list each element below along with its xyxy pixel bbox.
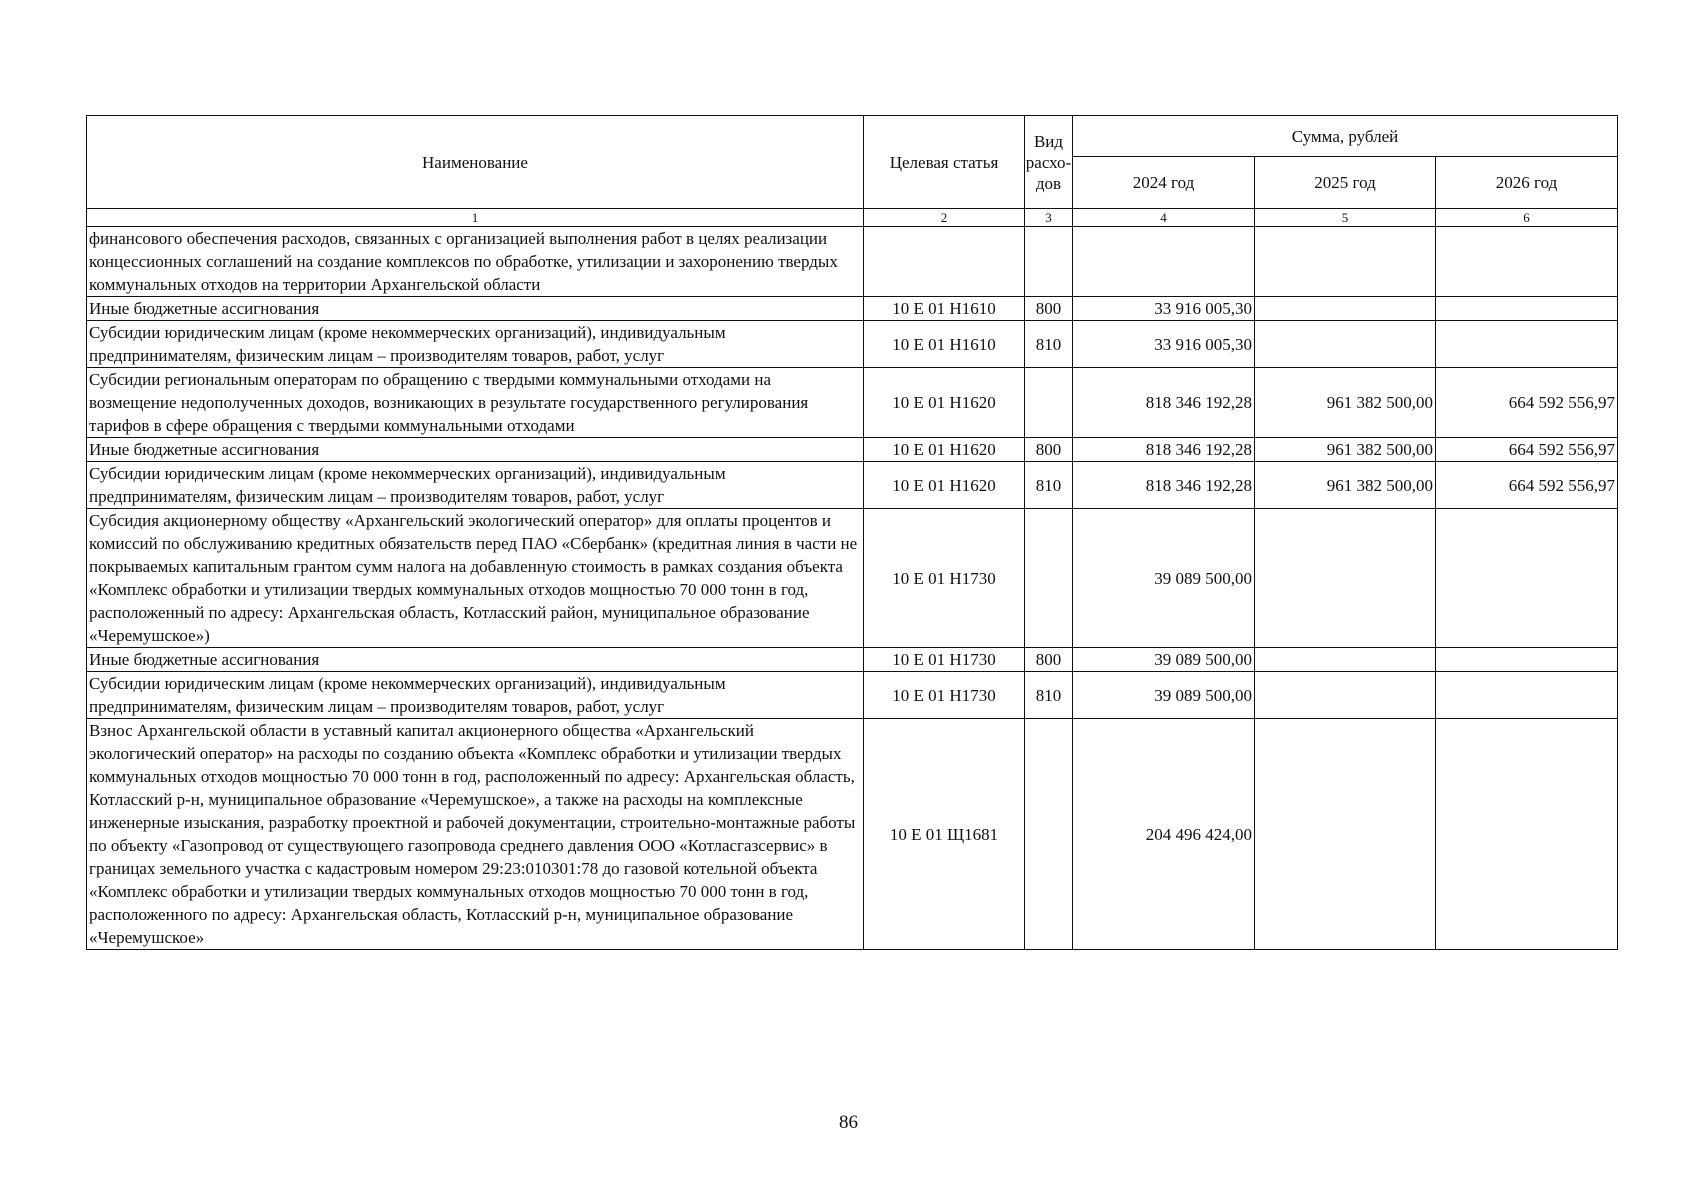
- row-amount-2026: 664 592 556,97: [1436, 438, 1618, 462]
- table-row: [87, 462, 1618, 509]
- table-row: [87, 509, 1618, 648]
- row-name: Субсидия акционерному обществу «Архангельский экологический оператор» для оплаты процентов и комиссий по обслуживанию кредитных обязательств перед ПАО «Сбербанк» (кредитная линия в части не покрываемых капитальным грантом сумм налога на добавленную стоимость в рамках создания объекта «Комплекс обработки и утилизации твердых коммунальных отходов мощностью 70 000 тонн в год, расположенный по адресу: Архангельская область, Котласский район, муниципальное образование «Черемушское»): [87, 509, 864, 648]
- column-index-row: [87, 209, 1618, 227]
- row-amount-2024: [1073, 227, 1255, 297]
- row-amount-2025: [1255, 297, 1436, 321]
- row-amount-2024: 818 346 192,28: [1073, 438, 1255, 462]
- header-sum: Сумма, рублей: [1073, 116, 1618, 157]
- row-expense-type: 810: [1025, 672, 1073, 719]
- row-name: Иные бюджетные ассигнования: [87, 438, 864, 462]
- table-row: [87, 438, 1618, 462]
- row-amount-2026: [1436, 297, 1618, 321]
- row-name: Взнос Архангельской области в уставный капитал акционерного общества «Архангельский экологический оператор» на расходы по созданию объекта «Комплекс обработки и утилизации твердых коммунальных отходов мощностью 70 000 тонн в год, расположенный по адресу: Архангельская область, Котласский р-н, муниципальное образование «Черемушское», а также на расходы на комплексные инженерные изыскания, разработку проектной и рабочей документации, строительно-монтажные работы по объекту «Газопровод от существующего газопровода среднего давления ООО «Котласгазсервис» в границах земельного участка с кадастровым номером 29:23:010301:78 до газовой котельной объекта «Комплекс обработки и утилизации твердых коммунальных отходов мощностью 70 000 тонн в год, расположенного по адресу: Архангельская область, Котласский р-н, муниципальное образование «Черемушское»: [87, 719, 864, 950]
- row-name: финансового обеспечения расходов, связанных с организацией выполнения работ в целях реализации концессионных соглашений на создание комплексов по обработке, утилизации и захоронению твердых коммунальных отходов на территории Архангельской области: [87, 227, 864, 297]
- row-expense-type: 800: [1025, 648, 1073, 672]
- row-amount-2025: [1255, 648, 1436, 672]
- column-index: 1: [87, 209, 864, 227]
- row-amount-2024: 39 089 500,00: [1073, 672, 1255, 719]
- header-year-2025: 2025 год: [1255, 157, 1436, 209]
- row-target-article: 10 Е 01 Н1730: [864, 672, 1025, 719]
- header-year-2024: 2024 год: [1073, 157, 1255, 209]
- header-row-1: [87, 116, 1618, 157]
- row-expense-type: [1025, 509, 1073, 648]
- table-row: [87, 297, 1618, 321]
- row-expense-type: 800: [1025, 297, 1073, 321]
- row-target-article: 10 Е 01 Н1610: [864, 321, 1025, 368]
- row-amount-2024: 204 496 424,00: [1073, 719, 1255, 950]
- row-amount-2025: [1255, 672, 1436, 719]
- row-name: Субсидии юридическим лицам (кроме некоммерческих организаций), индивидуальным предпринимателям, физическим лицам – производителям товаров, работ, услуг: [87, 321, 864, 368]
- row-target-article: 10 Е 01 Щ1681: [864, 719, 1025, 950]
- page-number: 86: [839, 1112, 858, 1133]
- column-index: 4: [1073, 209, 1255, 227]
- header-year-2026: 2026 год: [1436, 157, 1618, 209]
- header-expense-type: Вид расхо-дов: [1025, 116, 1073, 209]
- header-target-article: Целевая статья: [864, 116, 1025, 209]
- row-amount-2024: 818 346 192,28: [1073, 462, 1255, 509]
- column-index: 5: [1255, 209, 1436, 227]
- table-row: [87, 672, 1618, 719]
- row-expense-type: 810: [1025, 462, 1073, 509]
- column-index: 2: [864, 209, 1025, 227]
- row-amount-2024: 39 089 500,00: [1073, 648, 1255, 672]
- table-body: [87, 116, 1618, 950]
- row-name: Иные бюджетные ассигнования: [87, 648, 864, 672]
- row-amount-2025: 961 382 500,00: [1255, 438, 1436, 462]
- row-amount-2024: 818 346 192,28: [1073, 368, 1255, 438]
- row-expense-type: [1025, 719, 1073, 950]
- row-amount-2024: 33 916 005,30: [1073, 297, 1255, 321]
- row-name: Субсидии юридическим лицам (кроме некоммерческих организаций), индивидуальным предпринимателям, физическим лицам – производителям товаров, работ, услуг: [87, 462, 864, 509]
- table-row: [87, 321, 1618, 368]
- budget-table: [86, 115, 1618, 950]
- row-expense-type: 810: [1025, 321, 1073, 368]
- header-name: Наименование: [87, 116, 864, 209]
- row-amount-2026: [1436, 648, 1618, 672]
- table-row: [87, 648, 1618, 672]
- row-amount-2026: [1436, 509, 1618, 648]
- row-target-article: 10 Е 01 Н1610: [864, 297, 1025, 321]
- row-amount-2025: [1255, 227, 1436, 297]
- row-amount-2026: [1436, 321, 1618, 368]
- table-row: [87, 368, 1618, 438]
- row-amount-2025: 961 382 500,00: [1255, 462, 1436, 509]
- column-index: 6: [1436, 209, 1618, 227]
- row-target-article: 10 Е 01 Н1730: [864, 648, 1025, 672]
- column-index: 3: [1025, 209, 1073, 227]
- row-amount-2025: [1255, 719, 1436, 950]
- row-name: Субсидии региональным операторам по обращению с твердыми коммунальными отходами на возмещение недополученных доходов, возникающих в результате государственного регулирования тарифов в сфере обращения с твердыми коммунальными отходами: [87, 368, 864, 438]
- row-amount-2026: [1436, 719, 1618, 950]
- row-expense-type: [1025, 368, 1073, 438]
- row-target-article: 10 Е 01 Н1620: [864, 368, 1025, 438]
- row-target-article: 10 Е 01 Н1620: [864, 462, 1025, 509]
- row-amount-2026: 664 592 556,97: [1436, 462, 1618, 509]
- table-row: [87, 227, 1618, 297]
- row-target-article: 10 Е 01 Н1620: [864, 438, 1025, 462]
- table-row: [87, 719, 1618, 950]
- row-expense-type: 800: [1025, 438, 1073, 462]
- row-target-article: [864, 227, 1025, 297]
- row-expense-type: [1025, 227, 1073, 297]
- row-amount-2026: [1436, 672, 1618, 719]
- row-amount-2025: [1255, 321, 1436, 368]
- row-target-article: 10 Е 01 Н1730: [864, 509, 1025, 648]
- row-amount-2026: 664 592 556,97: [1436, 368, 1618, 438]
- row-amount-2026: [1436, 227, 1618, 297]
- row-amount-2025: [1255, 509, 1436, 648]
- row-name: Субсидии юридическим лицам (кроме некоммерческих организаций), индивидуальным предпринимателям, физическим лицам – производителям товаров, работ, услуг: [87, 672, 864, 719]
- row-amount-2025: 961 382 500,00: [1255, 368, 1436, 438]
- row-name: Иные бюджетные ассигнования: [87, 297, 864, 321]
- row-amount-2024: 39 089 500,00: [1073, 509, 1255, 648]
- row-amount-2024: 33 916 005,30: [1073, 321, 1255, 368]
